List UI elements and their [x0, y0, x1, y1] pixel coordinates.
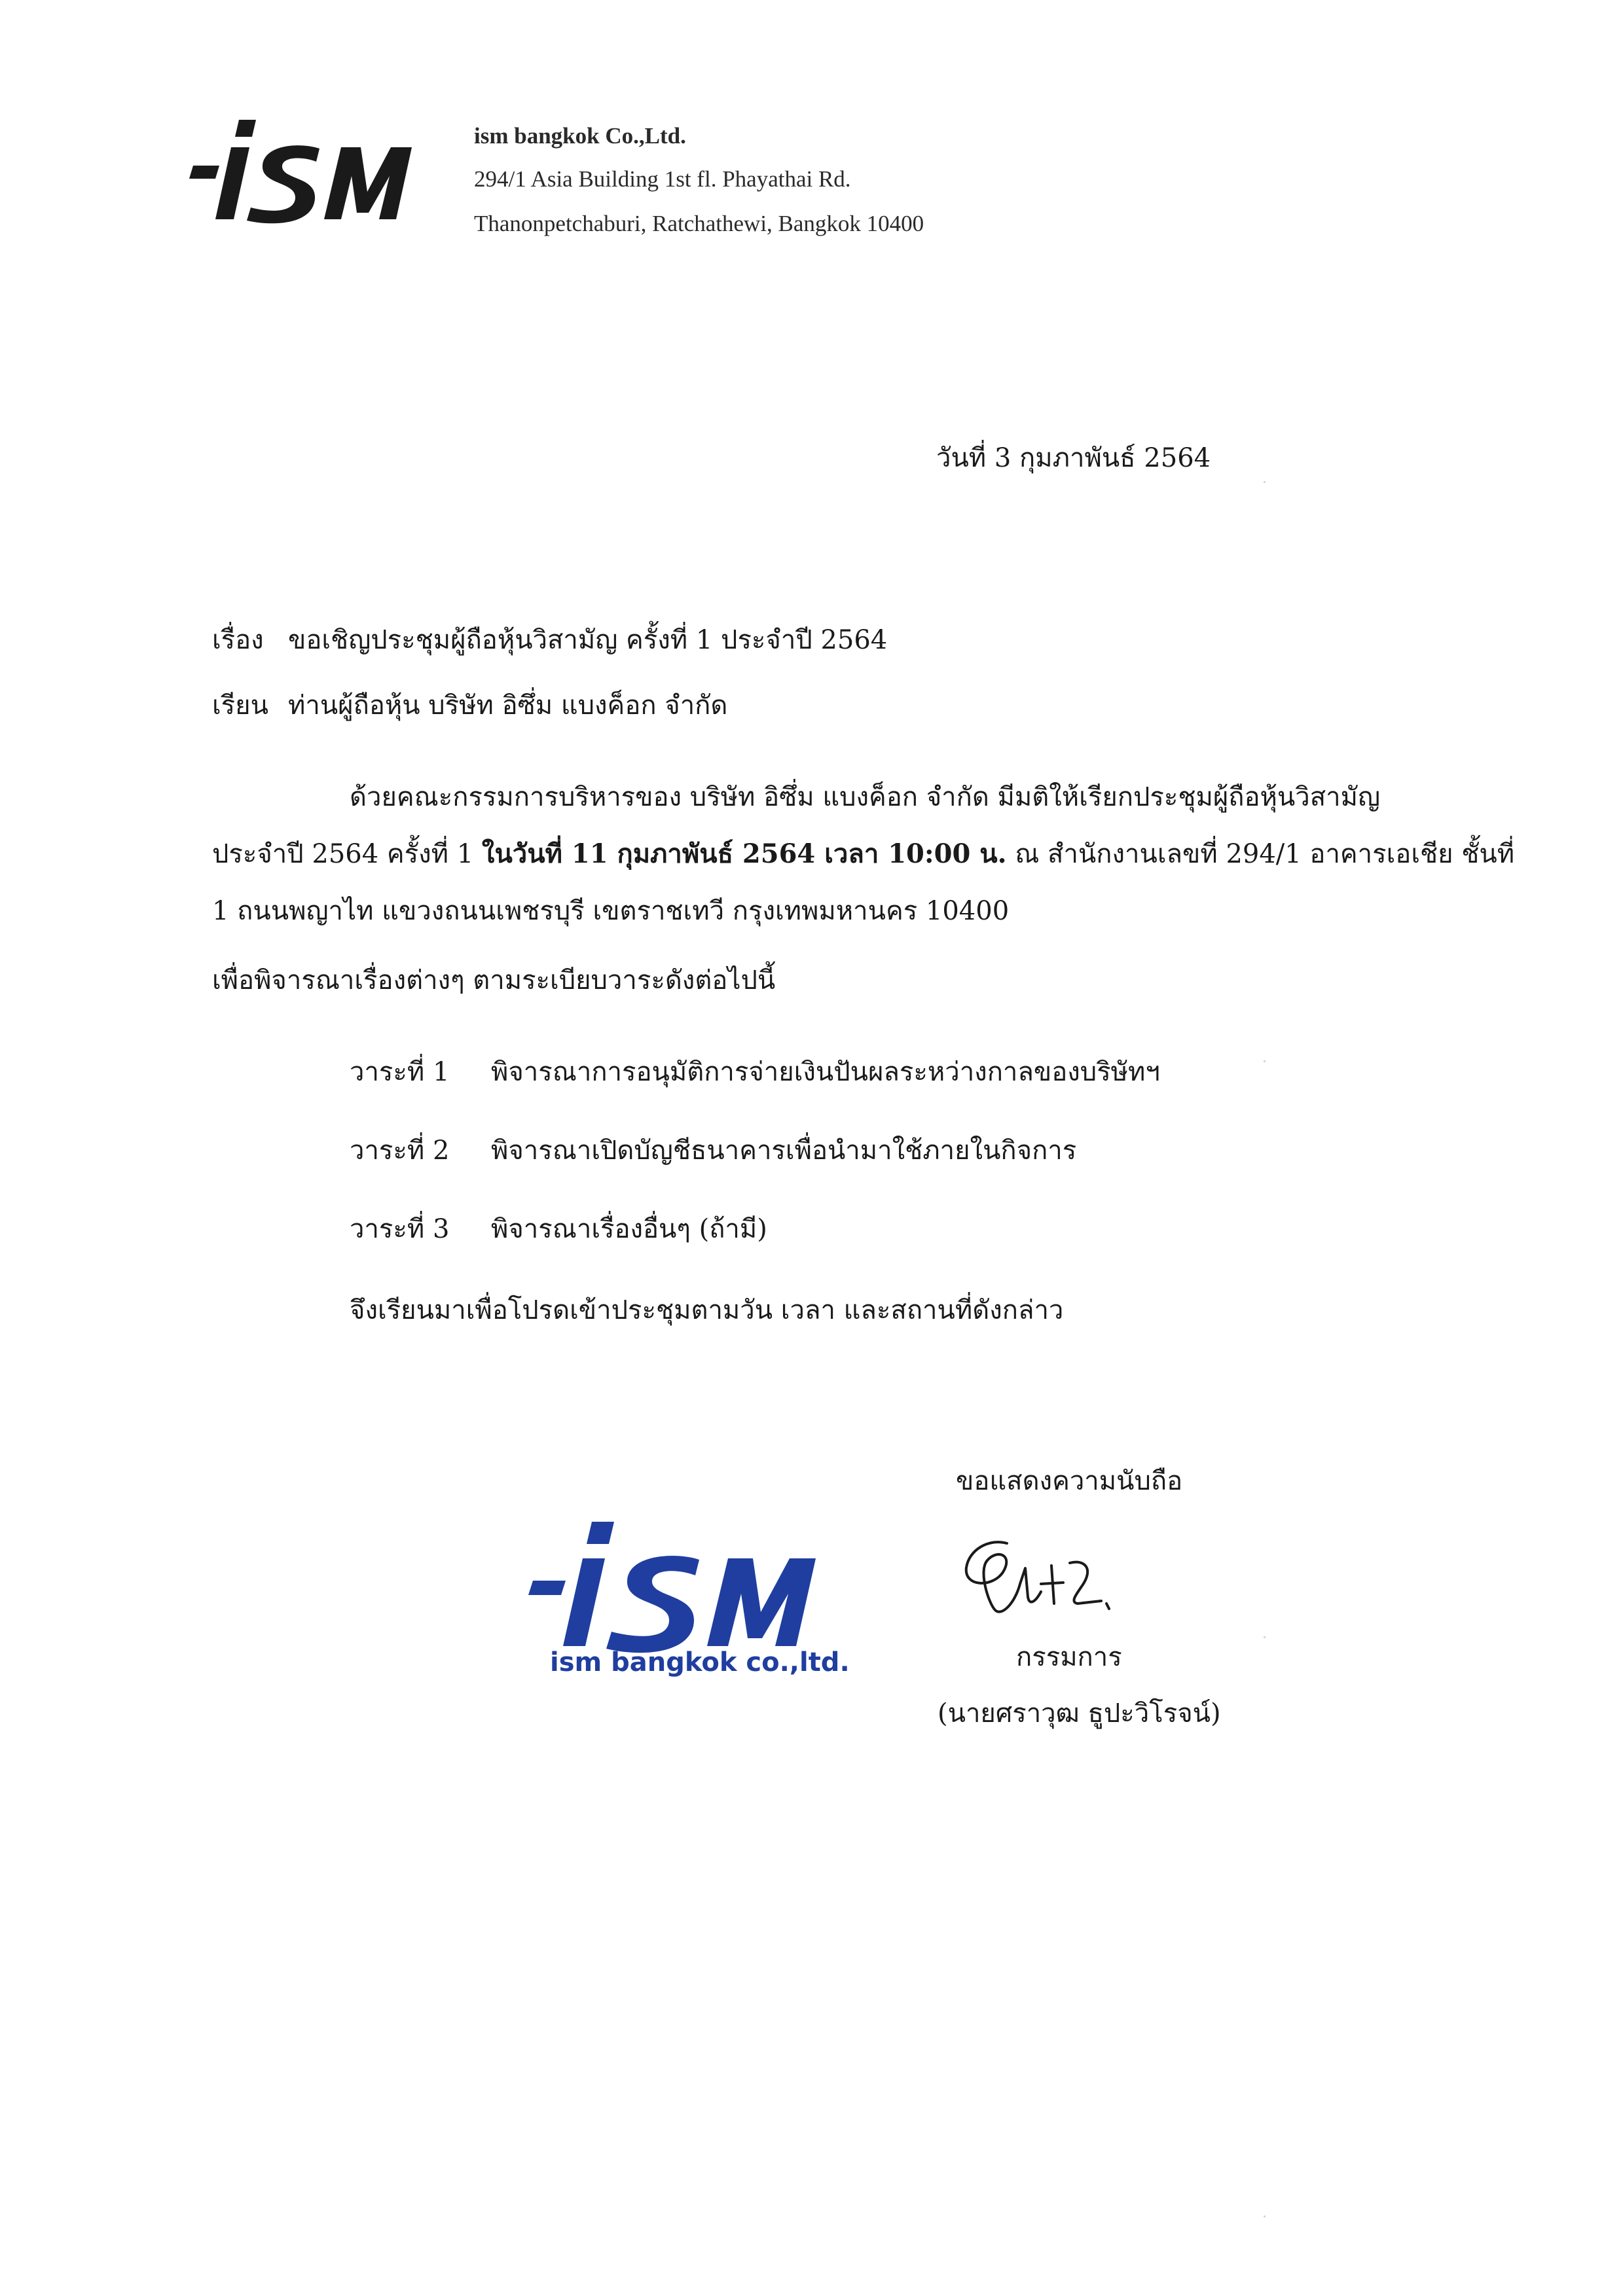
paragraph-line-1: ด้วยคณะกรรมการบริหารของ บริษัท อิซึ่ม แบงค็อก จำกัด มีมติให้เรียกประชุมผู้ถือหุ้นวิสามัญ	[350, 782, 1381, 812]
agenda-text-2: พิจารณาเปิดบัญชีธนาคารเพื่อนำมาใช้ภายในกิจการ	[491, 1136, 1077, 1166]
scan-speck	[1264, 1060, 1266, 1062]
subject-text: ขอเชิญประชุมผู้ถือหุ้นวิสามัญ ครั้งที่ 1 ประจำปี 2564	[288, 625, 888, 655]
letter-date: วันที่ 3 กุมภาพันธ์ 2564	[936, 443, 1211, 473]
agenda-label-1: วาระที่ 1	[350, 1057, 450, 1087]
closing-line: จึงเรียนมาเพื่อโปรดเข้าประชุมตามวัน เวลา และสถานที่ดังกล่าว	[350, 1295, 1064, 1325]
regards-text: ขอแสดงความนับถือ	[956, 1466, 1183, 1496]
agenda-text-3: พิจารณาเรื่องอื่นๆ (ถ้ามี)	[491, 1214, 767, 1244]
address-line-2: Thanonpetchaburi, Ratchathewi, Bangkok 10400	[474, 211, 924, 236]
to-text: ท่านผู้ถือหุ้น บริษัท อิซึ่ม แบงค็อก จำกัด	[288, 691, 728, 721]
scan-speck	[1264, 1636, 1266, 1638]
to-label: เรียน	[212, 691, 268, 721]
signature-image	[930, 1505, 1165, 1643]
agenda-label-2: วาระที่ 2	[350, 1136, 450, 1166]
scan-speck	[1264, 481, 1266, 483]
signatory-title: กรรมการ	[1016, 1642, 1122, 1672]
company-name: ism bangkok Co.,Ltd.	[474, 123, 686, 149]
paragraph-line-2-start: ประจำปี 2564 ครั้งที่ 1	[212, 839, 474, 869]
company-stamp-logo	[524, 1496, 851, 1672]
paragraph-line-4: เพื่อพิจารณาเรื่องต่างๆ ตามระเบียบวาระดังต่อไปนี้	[212, 965, 776, 996]
scan-speck	[1264, 2215, 1266, 2217]
signatory-name: (นายศราวุฒ ธูปะวิโรจน์)	[938, 1698, 1221, 1729]
company-stamp-caption: ism bangkok co.,ltd.	[550, 1647, 850, 1677]
paragraph-line-2	[212, 838, 1515, 869]
paragraph-line-3: 1 ถนนพญาไท แขวงถนนเพชรบุรี เขตราชเทวี กรุงเทพมหานคร 10400	[212, 896, 1010, 926]
meeting-datetime: ในวันที่ 11 กุมภาพันธ์ 2564 เวลา 10:00 น.	[481, 838, 1007, 869]
agenda-label-3: วาระที่ 3	[350, 1214, 450, 1244]
subject-label: เรื่อง	[212, 625, 264, 655]
agenda-text-1: พิจารณาการอนุมัติการจ่ายเงินปันผลระหว่างกาลของบริษัทฯ	[491, 1057, 1160, 1087]
paragraph-line-2-end: ณ สำนักงานเลขที่ 294/1 อาคารเอเชีย ชั้นที่	[1015, 839, 1515, 869]
address-line-1: 294/1 Asia Building 1st fl. Phayathai Rd.	[474, 166, 851, 192]
company-logo	[185, 108, 428, 232]
